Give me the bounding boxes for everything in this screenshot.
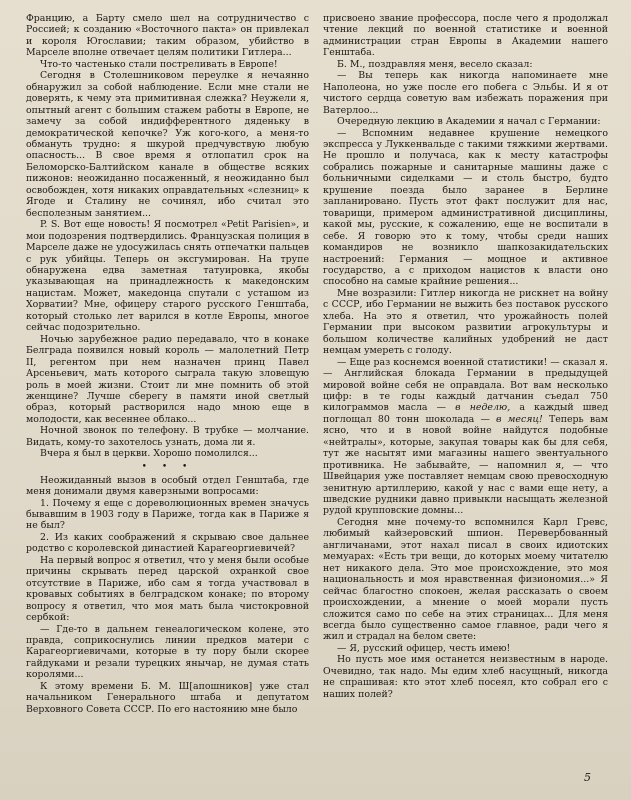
text-run: — Еще раз коснемся военной статистики! — сказал я. — Английская блокада Германии в предыдущей мировой войне себя не оправдала. Вот вам несколько цифр: в те годы каждый датчанин съедал 750 килограммов масла — [323,356,608,414]
right-column [323,13,608,774]
paragraph [323,357,608,517]
paragraph: Ночью зарубежное радио передавало, что в конаке Белграда появился новый король — малолетний Петр II, регентом при нем назначен принц Павел Арсеньевич, мать которого сыграла такую зловещую роль в моей жизни. Стоит ли мне помнить об этой женщине? Лучше сберегу в памяти иной светлый образ, который растворился надо мною еще в молодости, как весеннее облако... [26,333,309,425]
paragraph: Сегодня в Столешниковом переулке я нечаянно обнаружил за собой наблюдение. Если мне стали не доверять, к чему эта примитивная слежка? Неужели я, опытный агент с большим стажем работы в Европе, не замечу за собой индифферентного дяденьку в демократической кепочке? Уж кого-кого, а меня-то обмануть трудно: я шкурой предчувствую любую опасность... В свое время я отлопатил срок на Беломорско-Балтийском канале в обществе всяких пижонов: неожиданно посаженный, я неожиданно был освобожден, хотя никаких оправдательных «слезниц» к Ягоде и Сталину не сочинял, ибо считал это бесполезным занятием... [26,70,309,219]
page-number: 5 [584,771,591,784]
paragraph: Мне возразили: Гитлер никогда не рискнет на войну с СССР, ибо Германии не выжить без поставок русского хлеба. На это я ответил, что урожайность полей Германии при высоком развитии агрокультуры и большом количестве калийных удобрений не даст немцам умереть с голоду. [323,287,608,357]
paragraph: 1. Почему я еще с дореволюционных времен значусь бывавшим в 1903 году в Париже, тогда как в Париже я не был? [26,497,309,532]
emphasis: в неделю, [455,402,511,414]
left-column [26,13,309,774]
paragraph: Очередную лекцию в Академии я начал с Германии: [337,116,601,128]
paragraph: Вчера я был в церкви. Хорошо помолился... [40,448,258,460]
text-run: Теперь вам ясно, что и в новой войне найдутся подобные «нейтралы», которые, закупая товары как бы для себя, тут же насытят ими магазины нашего эвентуального противника. Не забывайте, — напомнил я, — что Швейцария уже поставляет немцам свою превосходную зенитную артиллерию, какой у нас с вами еще нету, а шведские рудники давно привыкли насыщать железной рудой крупповские домны... [323,413,608,517]
paragraph: Францию, а Барту смело шел на сотрудничество с Россией; к созданию «Восточного пакта» он привлекал и короля Югославии; таким образом, убийство в Марселе вполне отвечает целям политики Гитлера... [26,13,309,59]
text-run: а каждый швед поглощал 80 тонн шоколада — [323,402,608,425]
paragraph: Сегодня мне почему-то вспомнился Карл Гревс, любимый кайзеровский шпион. Перевербованный англичанами, этот нахал писал в своих идиотских мемуарах: «Есть три вещи, до которых моему читателю нет никакого дела. Это мое происхождение, это моя национальность и моя нравственная физиономия...» Я сейчас благостно спокоен, желая рассказать о своем происхождении, а мнение о моей морали пусть сложится само по себе на этих страницах... Для меня всегда было существенно самое главное, ради чего я жил и страдал на белом свете: [323,516,608,643]
paragraph: — Я, русский офицер, честь имею! [337,642,511,654]
paragraph: — Вспомним недавнее крушение немецкого экспресса у Луккенвальде с такими тяжкими жертвами. Не прошло и получаса, как к месту катастрофы собрались пожарные и санитарные машины даже с больничными сиделками — и столь быстро, будто крушение поезда было заранее в Берлине запланировано. Пусть этот факт послужит для нас, товарищи, примером административной дисциплины, какой мы, русские, к сожалению, еще не воспитали в себе. Я говорю это к тому, чтобы среди наших командиров не возникло шапкозакидательских настроений: Германия — мощное и активное государство, а с приходом нацистов к власти оно способно на самые крайние решения... [323,127,608,288]
paragraph: Б. М., поздравляя меня, весело сказал: [337,58,533,70]
paragraph: На первый вопрос я ответил, что у меня были особые причины скрывать перед царской охранкой свое отсутствие в Париже, ибо сам я тогда участвовал в кровавых событиях в белградском конаке; по второму вопросу я ответил, что моя мать была чистокровной сербкой: [26,554,309,624]
paragraph: 2. Из каких соображений я скрываю свое дальнее родство с королевской династией Карагеоргиевичей? [26,531,309,555]
paragraph: Ночной звонок по телефону. В трубке — молчание. Видать, кому-то захотелось узнать, дома ли я. [26,425,309,448]
paragraph: — Вы теперь как никогда напоминаете мне Наполеона, но уже после его побега с Эльбы. И я от чистого сердца советую вам избежать поражения при Ватерлоо... [323,70,608,116]
emphasis: в месяц! [496,413,543,425]
paragraph: Неожиданный вызов в особый отдел Генштаба, где меня донимали двумя каверзными вопросами: [26,474,309,498]
paragraph: К этому времени Б. М. Ш[апошников] уже стал начальником Генерального штаба и депутатом Верховного Совета СССР. По его настоянию мне было [26,680,309,715]
paragraph: — Где-то в дальнем генеалогическом колене, это правда, соприкоснулись линии предков матери с Карагеоргиевичами, которые в ту пору были скорее гайдуками и резали турецких янычар, не думая стать королями... [26,623,309,681]
paragraph: Но пусть мое имя останется неизвестным в народе. Очевидно, так надо. Мы едим хлеб насущный, никогда не спрашивая: кто этот хлеб посеял, кто собрал его с наших полей? [323,654,608,700]
paragraph: Что-то частенько стали постреливать в Европе! [40,58,278,70]
paragraph: P. S. Вот еще новость! Я посмотрел «Petit Parisien», и мои подозрения подтвердились. Французская полиция в Марселе даже не удосужилась снять отпечатки пальцев с рук убийцы. Теперь он эксгумирован. На трупе обнаружена едва заметная татуировка, якобы указывающая на принадлежность к македонским нацистам. Может, македонца спутали с усташом из Хорватии? Мне, офицеру старого русского Генштаба, который столько лет варился в котле Европы, многое сейчас подозрительно. [26,219,309,334]
paragraph: присвоено звание профессора, после чего я продолжал чтение лекций по военной статистике и военной администрации стран Европы в Академии нашего Генштаба. [323,13,608,59]
section-separator: • • • [141,461,194,472]
